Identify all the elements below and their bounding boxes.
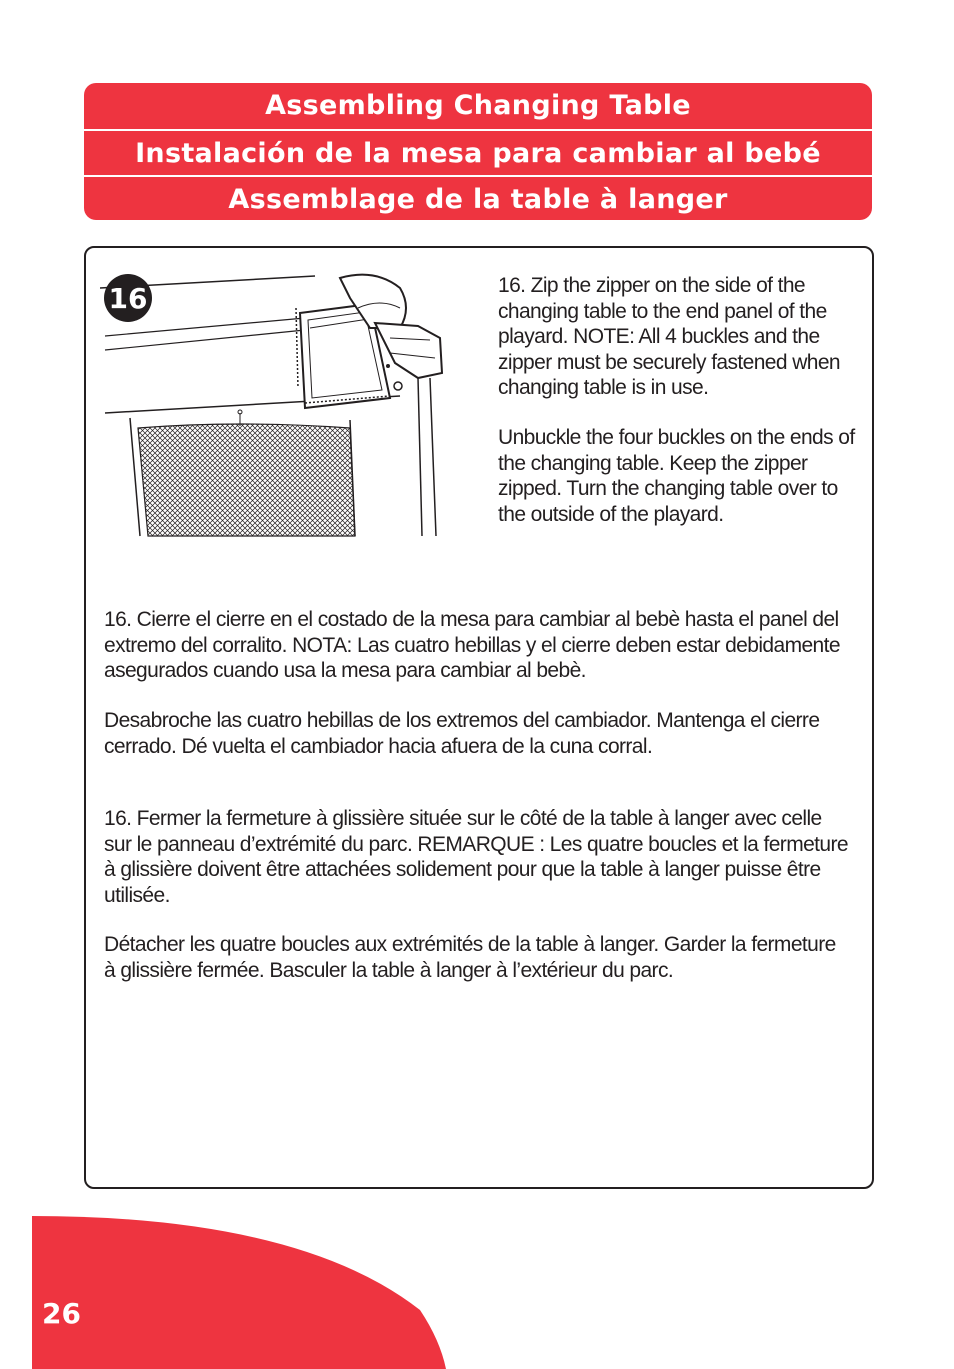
- instruction-english-2: Unbuckle the four buckles on the ends of the changing table. Keep the zipper zipped. Turn the changing table over to the outside of the playard.: [498, 426, 855, 526]
- instruction-spanish-2: Desabroche las cuatro hebillas de los extremos del cambiador. Mantenga el cierre cerrado. Dé vuelta el cambiador hacia afuera de la cuna corral.: [104, 709, 820, 758]
- instruction-english-1: 16. Zip the zipper on the side of the changing table to the end panel of the playard. NOTE: All 4 buckles and the zipper must be securely fastened when changing table is in use.: [498, 274, 840, 399]
- instruction-spanish-1: 16. Cierre el cierre en el costado de la mesa para cambiar al bebè hasta el panel del extremo del corralito. NOTA: Las cuatro hebillas y el cierre deben estar debidamente asegurados cuando usa la mesa para cambiar al bebè.: [104, 608, 840, 682]
- title-french: Assemblage de la table à langer: [84, 175, 872, 220]
- step-number: 16: [108, 282, 148, 315]
- page-number: 26: [42, 1297, 81, 1330]
- instruction-french-1: 16. Fermer la fermeture à glissière située sur le côté de la table à langer avec celle sur le panneau d’extrémité du parc. REMARQUE : Les quatre boucles et la fermeture à glissière doivent être attachées solidement pour que la table à langer puisse être utilisée.: [104, 807, 848, 907]
- page-corner-decoration: [0, 1200, 460, 1369]
- section-header: [84, 83, 872, 220]
- step-number-badge: [103, 273, 153, 323]
- title-english: Assembling Changing Table: [265, 90, 691, 121]
- title-spanish: Instalación de la mesa para cambiar al bebé: [84, 129, 872, 176]
- instruction-french-2: Détacher les quatre boucles aux extrémités de la table à langer. Garder la fermeture à glissière fermée. Basculer la table à langer à l’extérieur du parc.: [104, 933, 836, 982]
